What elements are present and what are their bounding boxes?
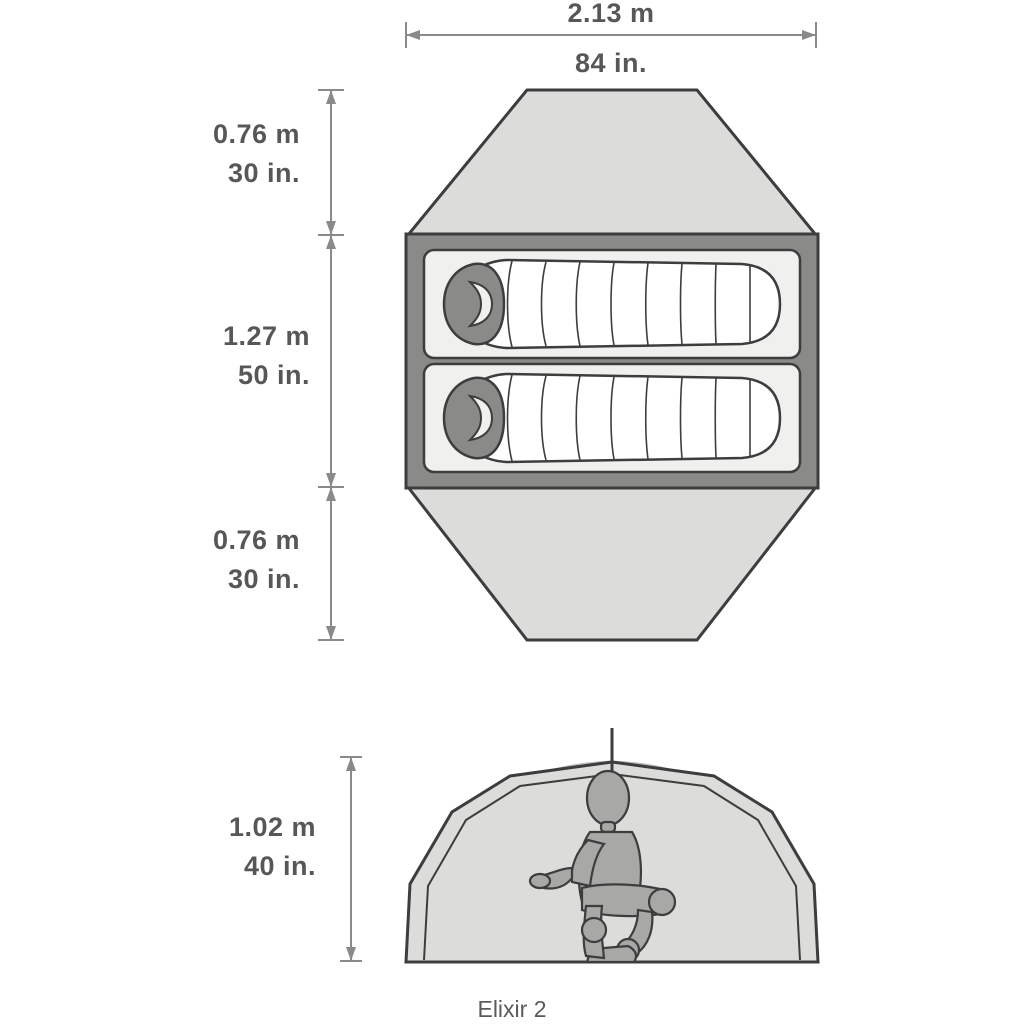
- top-width-imperial-text: 84 in.: [574, 48, 648, 78]
- model-name-label: Elixir 2: [477, 996, 547, 1022]
- top-width-metric-text: 2.13 m: [567, 0, 655, 28]
- tent-top-view: [406, 90, 818, 640]
- vestibule-top-metric-text: 0.76 m: [212, 119, 300, 149]
- sleeping-bag-1: [444, 260, 780, 348]
- floor-depth-metric-text: 1.27 m: [222, 321, 310, 351]
- vestibule-top-imperial-text: 30 in.: [227, 158, 300, 189]
- floor-depth-imperial-text: 50 in.: [237, 360, 310, 391]
- vertical-dimension-lines: [318, 90, 344, 640]
- top-width-dimension-line: [406, 22, 816, 48]
- peak-height-metric-text: 1.02 m: [228, 812, 316, 842]
- peak-height-dimension-line: [340, 757, 362, 961]
- vestibule-bottom-imperial-text: 30 in.: [227, 564, 300, 595]
- sleeping-bag-2: [444, 374, 780, 462]
- tent-side-view: [406, 728, 818, 962]
- peak-height-imperial-text: 40 in.: [243, 851, 316, 882]
- vestibule-bottom-metric-text: 0.76 m: [212, 525, 300, 555]
